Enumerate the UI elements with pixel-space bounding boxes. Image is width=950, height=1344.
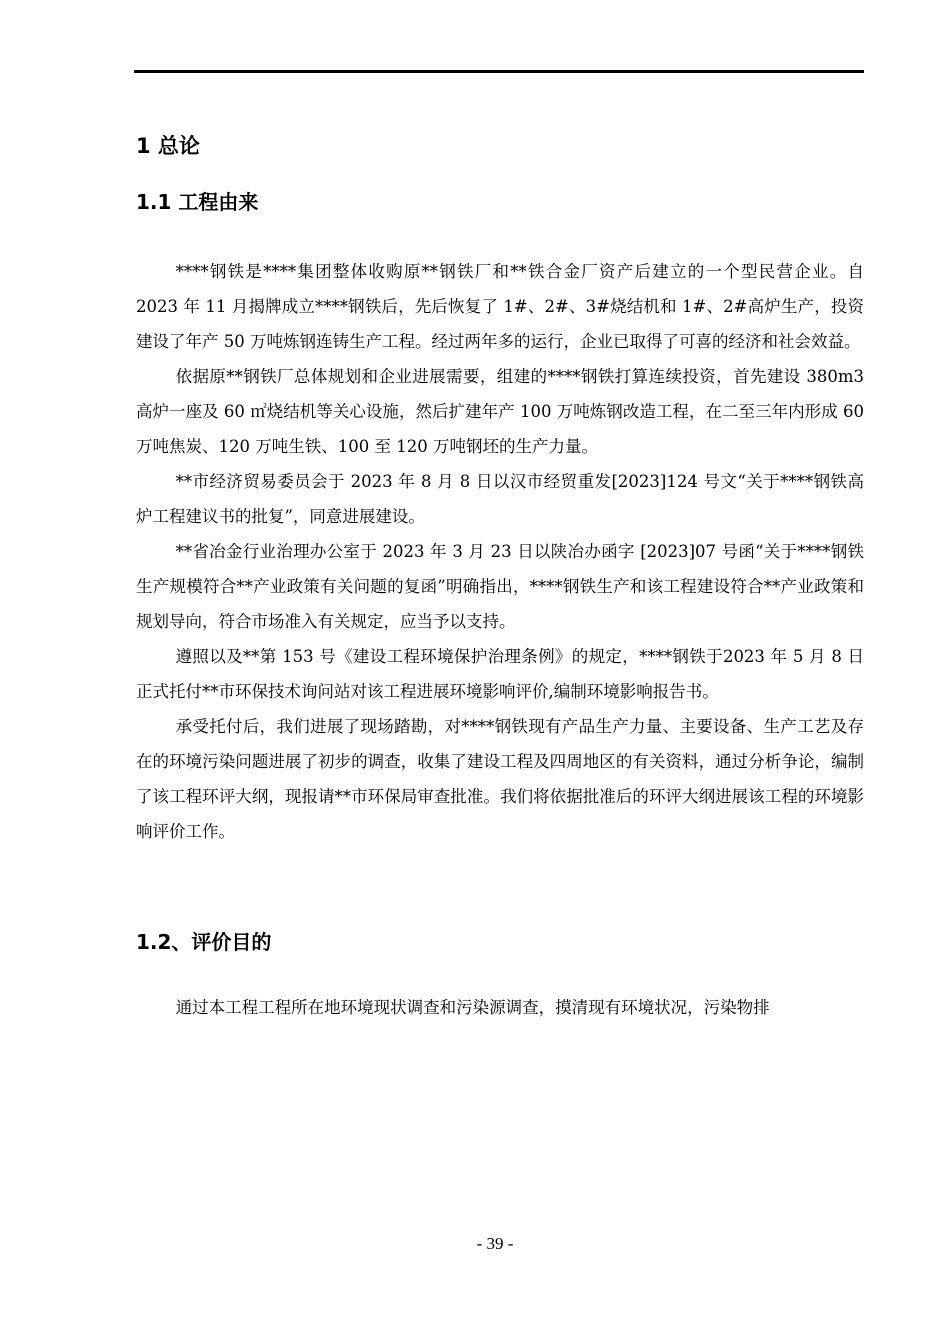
section-heading-1-2: 1.2、评价目的 (136, 930, 272, 954)
paragraph: **市经济贸易委员会于 2023 年 8 月 8 日以汉市经贸重发[2023]124 号文“关于****钢铁高炉工程建议书的批复”，同意进展建设。 (136, 472, 864, 526)
section-heading-1-1: 1.1 工程由来 (136, 190, 259, 214)
page-number: - 39 - (476, 1234, 514, 1253)
paragraph: 通过本工程工程所在地环境现状调查和污染源调查，摸清现有环境状况，污染物排 (175, 998, 770, 1017)
paragraph: **省冶金行业治理办公室于 2023 年 3 月 23 日以陕冶办函字 [2023]07 号函“关于****钢铁生产规模符合**产业政策有关问题的复函”明确指出，****钢铁生产和该工程建设符合**产业政策和规划导向，符合市场准入有关规定，应当予以支持。 (136, 542, 864, 631)
paragraph: 依据原**钢铁厂总体规划和企业进展需要，组建的****钢铁打算连续投资，首先建设 380m3 高炉一座及 60 ㎡烧结机等关心设施，然后扩建年产 100 万吨炼钢改造工程，在二至三年内形成 60 万吨焦炭、120 万吨生铁、100 至 120 万吨钢坯的生产力量。 (136, 367, 864, 456)
paragraph: 遵照以及**第 153 号《建设工程环境保护治理条例》的规定，****钢铁于2023 年 5 月 8 日正式托付**市环保技术询问站对该工程进展环境影响评价,编制环境影响报告书。 (136, 647, 864, 701)
section-1-1-body (136, 254, 864, 849)
header-rule (134, 70, 864, 73)
section-1-2-body (136, 990, 864, 1025)
chapter-heading: 1 总论 (136, 134, 200, 158)
paragraph: 承受托付后，我们进展了现场踏勘，对****钢铁现有产品生产力量、主要设备、生产工艺及存在的环境污染问题进展了初步的调查，收集了建设工程及四周地区的有关资料，通过分析争论，编制了该工程环评大纲，现报请**市环保局审查批准。我们将依据批准后的环评大纲进展该工程的环境影响评价工作。 (136, 717, 864, 841)
paragraph: ****钢铁是****集团整体收购原**钢铁厂和**铁合金厂资产后建立的一个型民营企业。自 2023 年 11 月揭牌成立****钢铁后，先后恢复了 1#、2#、3#烧结机和 1#、2#高炉生产，投资建设了年产 50 万吨炼钢连铸生产工程。经过两年多的运行，企业已取得了可喜的经济和社会效益。 (136, 262, 864, 351)
